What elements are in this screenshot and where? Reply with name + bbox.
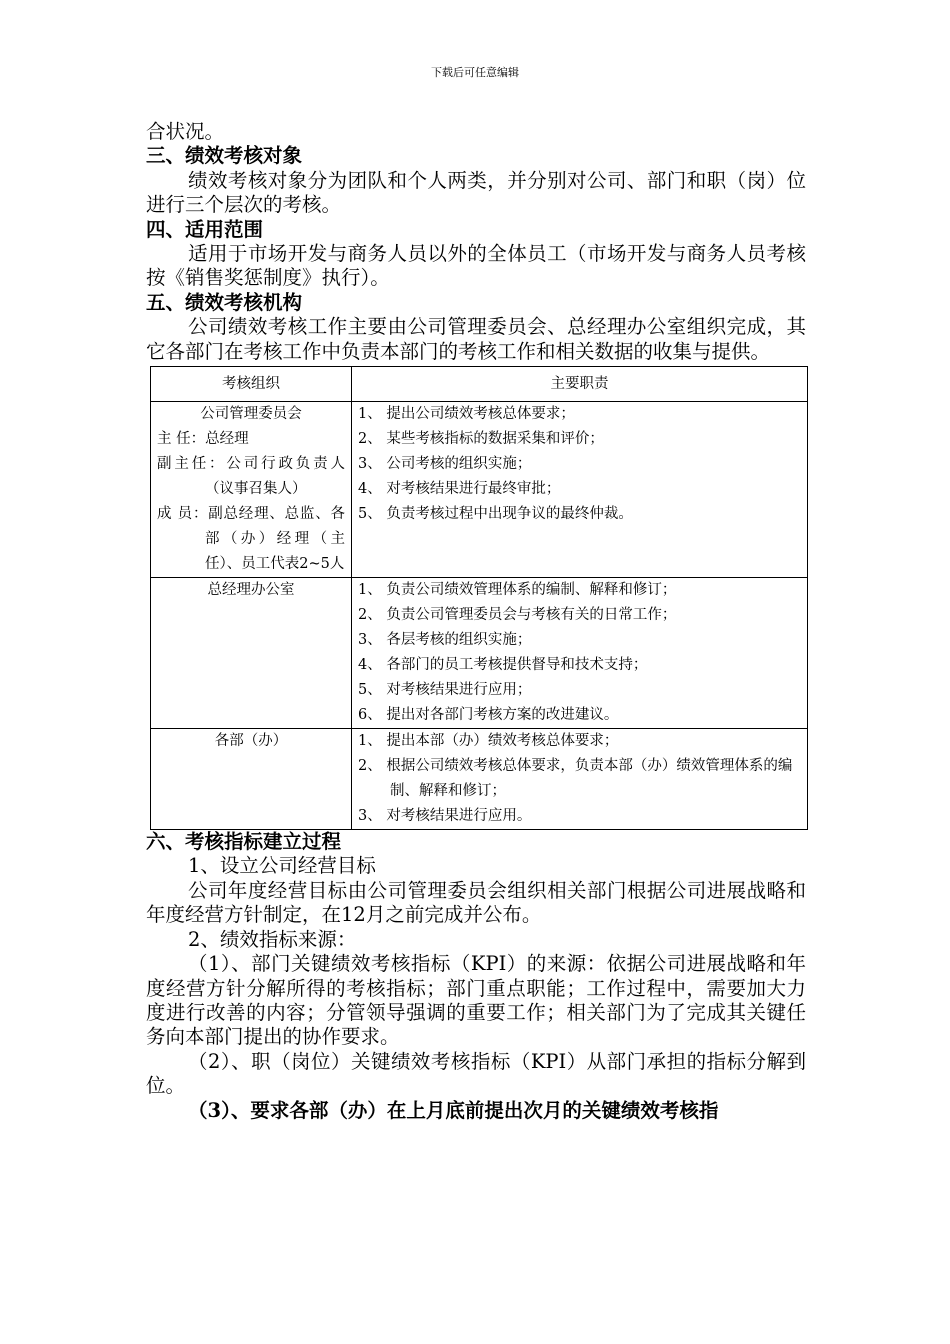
section-6-p1: 1、设立公司经营目标 [188, 854, 376, 878]
col-header-duties: 主要职责 [352, 367, 808, 402]
org-responsibility-table [150, 366, 808, 830]
duties-cell [352, 578, 808, 729]
section-6-p4: （1）、部门关键绩效考核指标（KPI）的来源：依据公司进展战略和年度经营方针分解所得的考核指标；部门重点职能；工作过程中，需要加大力度进行改善的内容；分管领导强调的重要工作；相关部门为了完成其关键任务向本部门提出的协作要求。 [146, 952, 806, 1049]
document-body [146, 120, 806, 1123]
duty-item: 2、 某些考核指标的数据采集和评价； [358, 431, 604, 448]
org-name: 总经理办公室 [207, 582, 295, 599]
lead-line: 合状况。 [146, 120, 225, 143]
table-row [151, 402, 808, 578]
duty-item: 2、 根据公司绩效考核总体要求，负责本部（办）绩效管理体系的编制、解释和修订； [358, 758, 793, 800]
section-6-p3: 2、绩效指标来源： [188, 927, 357, 951]
org-cell [151, 729, 352, 830]
table-row [151, 729, 808, 830]
section-4-body: 适用于市场开发与商务人员以外的全体员工（市场开发与商务人员考核按《销售奖惩制度》执行）。 [146, 242, 806, 290]
duty-item: 4、 各部门的员工考核提供督导和技术支持； [358, 657, 648, 674]
org-name: 各部（办） [214, 733, 288, 750]
duties-cell [352, 729, 808, 830]
duty-item: 6、 提出对各部门考核方案的改进建议。 [358, 707, 619, 724]
table-header-row [151, 367, 808, 402]
section-6-p2: 公司年度经营目标由公司管理委员会组织相关部门根据公司进展战略和年度经营方针制定，在12月之前完成并公布。 [146, 878, 806, 927]
duty-item: 3、 各层考核的组织实施； [358, 632, 532, 649]
org-name: 公司管理委员会 [200, 406, 302, 423]
duty-item: 1、 提出公司绩效考核总体要求； [358, 406, 575, 423]
table-row [151, 578, 808, 729]
org-line: 副主任：公司行政负责人（议事召集人） [157, 456, 345, 498]
duty-item: 3、 对考核结果进行应用。 [358, 808, 532, 825]
duty-item: 1、 提出本部（办）绩效考核总体要求； [358, 733, 619, 750]
section-4-title: 四、适用范围 [146, 217, 264, 241]
section-3-body: 绩效考核对象分为团队和个人两类，并分别对公司、部门和职（岗）位进行三个层次的考核。 [146, 168, 806, 217]
org-line: 主 任：总经理 [157, 431, 249, 448]
section-3-title: 三、绩效考核对象 [146, 144, 303, 168]
section-5-title: 五、绩效考核机构 [146, 290, 303, 314]
duty-item: 5、 负责考核过程中出现争议的最终仲裁。 [358, 506, 633, 523]
duty-item: 3、 公司考核的组织实施； [358, 456, 532, 473]
page-header: 下载后可任意编辑 [431, 66, 519, 79]
section-6-title: 六、考核指标建立过程 [146, 830, 342, 854]
section-6-p6: （3）、要求各部（办）在上月底前提出次月的关键绩效考核指 [188, 1098, 719, 1122]
org-cell [151, 578, 352, 729]
duties-cell [352, 402, 808, 578]
duty-item: 5、 对考核结果进行应用； [358, 682, 532, 699]
duty-item: 4、 对考核结果进行最终审批； [358, 481, 561, 498]
org-line: 成 员：副总经理、总监、各部（办）经理（主任）、员工代表2~5人 [157, 506, 345, 573]
section-6-p5: （2）、职（岗位）关键绩效考核指标（KPI）从部门承担的指标分解到位。 [146, 1049, 806, 1098]
section-5-body: 公司绩效考核工作主要由公司管理委员会、总经理办公室组织完成，其它各部门在考核工作中负责本部门的考核工作和相关数据的收集与提供。 [146, 315, 806, 363]
col-header-org: 考核组织 [151, 367, 352, 402]
duty-item: 2、 负责公司管理委员会与考核有关的日常工作； [358, 607, 677, 624]
org-cell [151, 402, 352, 578]
duty-item: 1、 负责公司绩效管理体系的编制、解释和修订； [358, 582, 677, 599]
